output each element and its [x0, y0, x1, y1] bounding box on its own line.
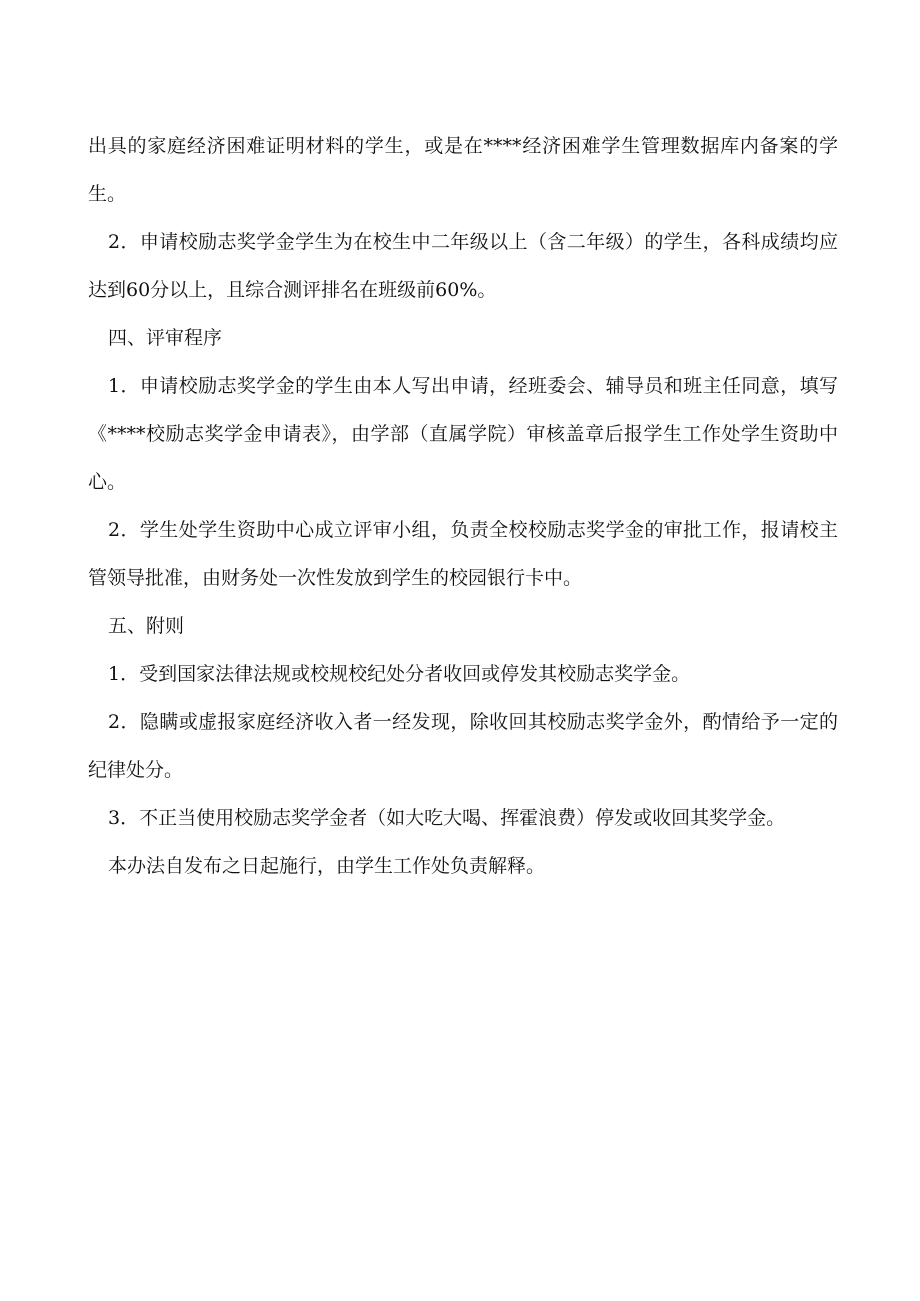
section-heading-review-procedure: 四、评审程序 [108, 327, 223, 349]
section-heading-supplementary-rules: 五、附则 [108, 615, 185, 637]
paragraph-rule-1: 1．受到国家法律法规或校规校纪处分者收回或停发其校励志奖学金。 [108, 663, 691, 685]
paragraph-procedure-1: 1．申请校励志奖学金的学生由本人写出申请，经班委会、辅导员和班主任同意，填写《****校励志奖学金申请表》，由学部（直属学院）审核盖章后报学生工作处学生资助中心。 [88, 375, 838, 493]
paragraph-rule-2: 2．隐瞒或虚报家庭经济收入者一经发现，除收回其校励志奖学金外，酌情给予一定的纪律处分。 [88, 711, 838, 781]
paragraph-effective-date: 本办法自发布之日起施行，由学生工作处负责解释。 [108, 855, 546, 877]
document-body [88, 122, 838, 890]
paragraph-eligibility-2: 2．申请校励志奖学金学生为在校生中二年级以上（含二年级）的学生，各科成绩均应达到60分以上，且综合测评排名在班级前60%。 [88, 231, 838, 301]
paragraph-rule-3: 3．不正当使用校励志奖学金者（如大吃大喝、挥霍浪费）停发或收回其奖学金。 [108, 807, 786, 829]
paragraph-procedure-2: 2．学生处学生资助中心成立评审小组，负责全校校励志奖学金的审批工作，报请校主管领导批准，由财务处一次性发放到学生的校园银行卡中。 [88, 519, 838, 589]
paragraph-continuation: 出具的家庭经济困难证明材料的学生，或是在****经济困难学生管理数据库内备案的学生。 [88, 135, 838, 205]
